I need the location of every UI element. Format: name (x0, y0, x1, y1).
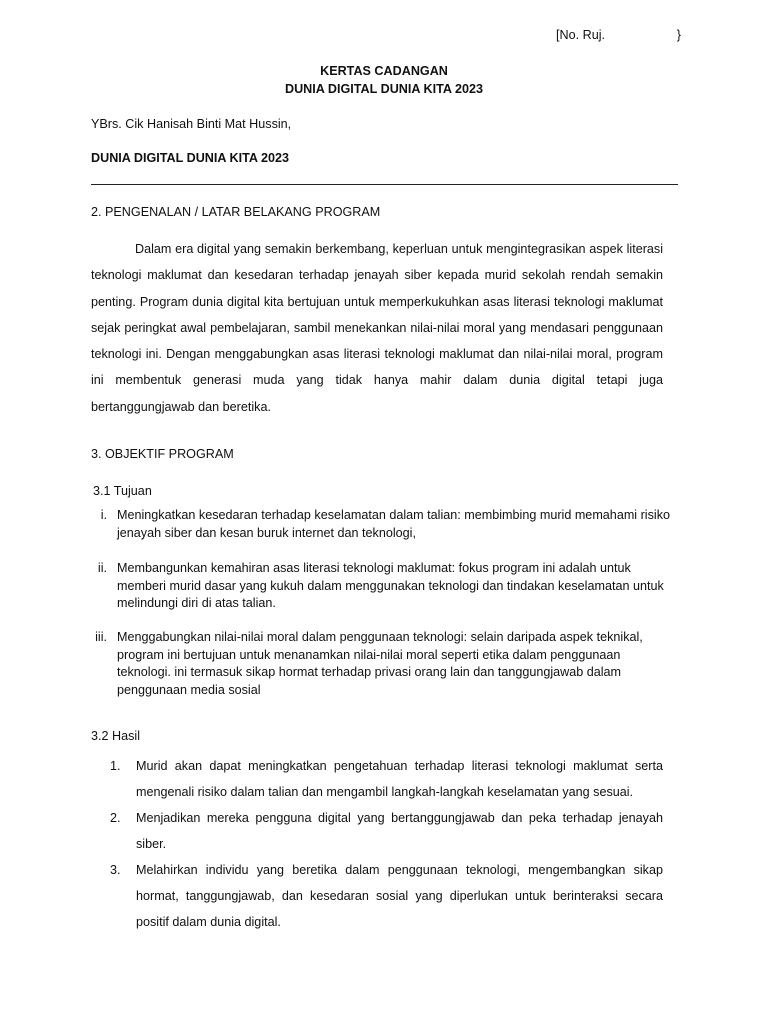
section-2-paragraph (91, 236, 663, 420)
addressee: YBrs. Cik Hanisah Binti Mat Hussin, (91, 117, 292, 131)
document-subtitle: DUNIA DIGITAL DUNIA KITA 2023 (284, 82, 484, 96)
reference-label: [No. Ruj. (556, 28, 605, 42)
section-3-title: 3. OBJEKTIF PROGRAM (91, 447, 234, 461)
list-text: Menjadikan mereka pengguna digital yang bertanggungjawab dan peka terhadap jenayah siber. (136, 811, 663, 851)
section-2-body: Dalam era digital yang semakin berkembang, keperluan untuk mengintegrasikan aspek literasi teknologi maklumat dan kesedaran terhadap jenayah siber kepada murid sekolah rendah semakin penting. Program dunia digital kita bertujuan untuk memperkukuhkan asas literasi teknologi maklumat sejak peringkat awal pembelajaran, sambil menekankan nilai-nilai moral yang mendasari penggunaan teknologi ini. Dengan menggabungkan asas literasi teknologi maklumat dan nilai-nilai moral, program ini membentuk generasi muda yang tidak hanya mahir dalam dunia digital tetapi juga bertanggungjawab dan beretika. (91, 242, 663, 414)
subsection-tujuan-title: 3.1 Tujuan (93, 484, 152, 498)
list-marker: 1. (110, 759, 121, 773)
section-2-title: 2. PENGENALAN / LATAR BELAKANG PROGRAM (91, 205, 381, 219)
list-marker: i. (100, 508, 107, 522)
subject-line: DUNIA DIGITAL DUNIA KITA 2023 (91, 151, 290, 165)
list-text: Meningkatkan kesedaran terhadap keselamatan dalam talian: membimbing murid memahami risiko jenayah siber dan kesan buruk internet dan teknologi, (117, 508, 670, 540)
list-text: Murid akan dapat meningkatkan pengetahuan terhadap literasi teknologi maklumat serta mengenali risiko dalam talian dan mengambil langkah-langkah keselamatan yang sesuai. (136, 759, 663, 799)
subsection-hasil-title: 3.2 Hasil (91, 729, 140, 743)
list-text: Melahirkan individu yang beretika dalam penggunaan teknologi, mengembangkan sikap hormat, tanggungjawab, dan kesedaran sosial yang diperlukan untuk berinteraksi secara positif dalam dunia digital. (136, 863, 663, 929)
list-marker: 3. (110, 863, 121, 877)
reference-close: } (676, 28, 681, 42)
document-title: KERTAS CADANGAN (320, 64, 448, 78)
reference-number (556, 28, 681, 42)
list-marker: 2. (110, 811, 121, 825)
list-marker: iii. (95, 630, 107, 644)
list-marker: ii. (97, 561, 107, 575)
divider (91, 184, 678, 185)
list-text: Membangunkan kemahiran asas literasi teknologi maklumat: fokus program ini adalah untuk memberi murid dasar yang kukuh dalam menggunakan teknologi dan tindakan keselamatan untuk melindungi diri di atas talian. (117, 561, 664, 610)
list-text: Menggabungkan nilai-nilai moral dalam penggunaan teknologi: selain daripada aspek teknikal, program ini bertujuan untuk menanamkan nilai-nilai moral seperti etika dalam penggunaan teknologi. ini termasuk sikap hormat terhadap privasi orang lain dan tanggungjawab dalam penggunaan media sosial (117, 630, 643, 697)
